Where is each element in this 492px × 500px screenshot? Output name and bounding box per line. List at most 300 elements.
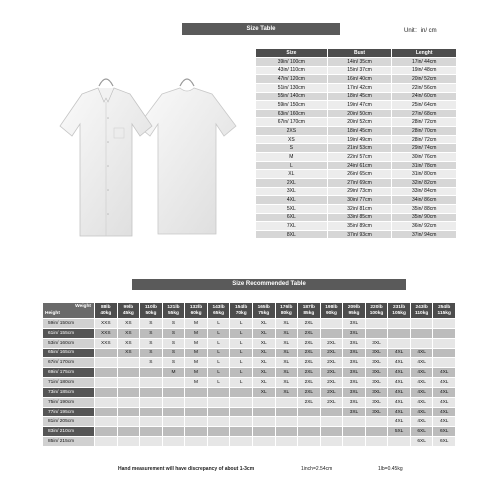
recommended-size-cell: L [207, 378, 230, 388]
size-row [256, 109, 457, 118]
recommended-size-cell: S [140, 328, 163, 338]
height-row [43, 348, 456, 358]
recommended-size-cell: 2XL [298, 348, 321, 358]
measurement-note: Hand measurement will have discrepancy of about 1-3cm [118, 466, 255, 472]
size-cell: 47in/ 120cm [256, 75, 328, 84]
height-row [43, 407, 456, 417]
recommended-size-cell [343, 427, 366, 437]
recommended-size-cell: 6XL [433, 437, 456, 447]
recommended-size-cell: 4XL [388, 358, 411, 368]
length-cell: 34in/ 86cm [392, 196, 457, 205]
height-cell: 67in/ 170cm [43, 358, 95, 368]
size-cell: 7XL [256, 222, 328, 231]
length-cell: 30in/ 76cm [392, 153, 457, 162]
height-row [43, 338, 456, 348]
bust-cell: 18in/ 45cm [327, 92, 392, 101]
recommended-size-cell [207, 437, 230, 447]
bust-cell: 35in/ 89cm [327, 222, 392, 231]
bust-cell: 22in/ 57cm [327, 153, 392, 162]
recommended-size-cell [298, 427, 321, 437]
recommended-size-cell [140, 368, 163, 378]
size-cell: 6XL [256, 213, 328, 222]
recommended-size-cell: L [230, 319, 253, 329]
size-row [256, 178, 457, 187]
recommended-size-cell: L [230, 358, 253, 368]
recommended-size-cell: L [207, 358, 230, 368]
recommended-size-cell: 3XL [343, 348, 366, 358]
length-cell: 24in/ 60cm [392, 92, 457, 101]
recommended-size-cell [95, 348, 118, 358]
size-cell: 43in/ 110cm [256, 66, 328, 75]
weight-height-corner [43, 303, 95, 319]
recommended-size-cell [207, 387, 230, 397]
recommended-size-cell: XL [275, 328, 298, 338]
recommended-size-cell: S [162, 338, 185, 348]
recommended-size-cell: 4XL [388, 348, 411, 358]
recommended-size-cell: L [230, 368, 253, 378]
recommended-size-cell [162, 397, 185, 407]
recommended-size-cell: 4XL [388, 368, 411, 378]
size-cell: 4XL [256, 196, 328, 205]
recommended-size-cell [117, 407, 140, 417]
recommended-size-cell [162, 427, 185, 437]
recommended-size-cell [117, 437, 140, 447]
recommended-size-cell [320, 417, 343, 427]
recommended-size-cell: XXS [95, 338, 118, 348]
bust-header: Bust [327, 49, 392, 58]
recommended-size-cell: 4XL [410, 358, 433, 368]
recommended-size-cell: 3XL [343, 328, 366, 338]
size-table-unit: Unit：in/ cm [404, 28, 437, 34]
recommended-size-cell: 2XL [320, 387, 343, 397]
weight-column-header: 143lb 65kg [207, 303, 230, 319]
size-row [256, 118, 457, 127]
recommended-size-cell: 3XL [365, 378, 388, 388]
recommended-size-cell: 4XL [410, 368, 433, 378]
size-row [256, 213, 457, 222]
size-row [256, 204, 457, 213]
recommended-size-cell [275, 407, 298, 417]
recommended-size-cell: L [207, 319, 230, 329]
recommended-size-cell [207, 407, 230, 417]
bust-cell: 15in/ 37cm [327, 66, 392, 75]
size-cell: XL [256, 170, 328, 179]
recommended-size-cell: 3XL [365, 348, 388, 358]
bust-cell: 37in/ 93cm [327, 230, 392, 239]
height-cell: 83in/ 210cm [43, 427, 95, 437]
size-cell: M [256, 153, 328, 162]
recommended-size-cell [117, 417, 140, 427]
recommended-size-cell: 2XL [298, 358, 321, 368]
recommended-size-cell [320, 328, 343, 338]
recommended-size-cell: 4XL [388, 397, 411, 407]
recommended-size-cell: 6XL [433, 427, 456, 437]
recommended-size-cell [95, 437, 118, 447]
recommended-size-cell: 2XL [320, 368, 343, 378]
recommended-size-cell [343, 437, 366, 447]
recommended-size-cell: XXS [95, 319, 118, 329]
bust-cell: 20in/ 50cm [327, 109, 392, 118]
recommended-size-cell [185, 387, 208, 397]
recommended-size-cell [275, 427, 298, 437]
recommended-size-cell [252, 397, 275, 407]
recommended-size-cell: L [207, 368, 230, 378]
recommended-size-cell [140, 437, 163, 447]
recommended-size-cell [275, 417, 298, 427]
recommended-size-cell: S [140, 338, 163, 348]
recommended-size-cell: XS [117, 328, 140, 338]
length-cell: 37in/ 94cm [392, 230, 457, 239]
height-cell: 81in/ 205cm [43, 417, 95, 427]
bust-cell: 18in/ 45cm [327, 127, 392, 136]
recommended-size-cell [185, 407, 208, 417]
height-cell: 65in/ 165cm [43, 348, 95, 358]
size-row [256, 58, 457, 67]
recommended-size-cell: L [230, 348, 253, 358]
recommended-size-cell [230, 417, 253, 427]
length-cell: 29in/ 74cm [392, 144, 457, 153]
recommended-size-cell: 2XL [298, 338, 321, 348]
length-cell: 22in/ 56cm [392, 83, 457, 92]
recommended-size-cell [117, 378, 140, 388]
recommended-size-cell [207, 417, 230, 427]
recommended-size-cell: XL [275, 358, 298, 368]
recommended-size-cell: S [162, 319, 185, 329]
weight-column-header: 176lb 80kg [275, 303, 298, 319]
height-row [43, 378, 456, 388]
weight-column-header: 121lb 55kg [162, 303, 185, 319]
length-cell: 19in/ 48cm [392, 66, 457, 75]
length-cell: 31in/ 78cm [392, 161, 457, 170]
recommended-size-cell: 3XL [343, 338, 366, 348]
recommended-size-cell: XS [117, 338, 140, 348]
height-cell: 59in/ 150cm [43, 319, 95, 329]
size-table [255, 48, 457, 239]
recommended-size-cell: 3XL [343, 407, 366, 417]
recommended-size-cell [388, 328, 411, 338]
recommended-size-cell [162, 417, 185, 427]
shirt-product-image [44, 68, 250, 248]
recommended-size-cell: XL [275, 338, 298, 348]
recommended-size-cell [207, 397, 230, 407]
recommended-size-cell: 6XL [410, 427, 433, 437]
height-cell: 77in/ 195cm [43, 407, 95, 417]
recommended-size-cell: 3XL [343, 378, 366, 388]
recommended-size-cell: 2XL [320, 358, 343, 368]
size-cell: 39in/ 100cm [256, 58, 328, 67]
recommended-size-cell [298, 407, 321, 417]
recommended-size-cell [433, 348, 456, 358]
bust-cell: 26in/ 65cm [327, 170, 392, 179]
recommended-size-cell: 3XL [343, 368, 366, 378]
recommended-size-cell [252, 427, 275, 437]
recommended-size-cell [365, 437, 388, 447]
recommended-size-cell: L [207, 338, 230, 348]
height-row [43, 319, 456, 329]
recommended-size-cell: XL [275, 319, 298, 329]
recommended-size-cell: 4XL [410, 387, 433, 397]
recommended-size-cell: 3XL [365, 387, 388, 397]
recommended-size-cell [140, 387, 163, 397]
size-row [256, 75, 457, 84]
recommended-size-cell [410, 338, 433, 348]
recommended-size-cell [433, 319, 456, 329]
recommended-size-cell [140, 407, 163, 417]
weight-column-header: 88lb 40kg [95, 303, 118, 319]
length-cell: 36in/ 92cm [392, 222, 457, 231]
bust-cell: 19in/ 47cm [327, 101, 392, 110]
recommended-size-cell [95, 417, 118, 427]
recommended-size-cell [433, 328, 456, 338]
height-label: Height [45, 311, 60, 316]
recommended-size-cell: 3XL [343, 397, 366, 407]
recommended-size-cell [410, 328, 433, 338]
recommended-size-cell [95, 427, 118, 437]
recommended-size-cell: XL [252, 368, 275, 378]
height-row [43, 397, 456, 407]
recommended-size-cell [185, 437, 208, 447]
recommended-size-cell [320, 407, 343, 417]
recommended-size-cell: 4XL [388, 407, 411, 417]
recommended-size-cell [185, 397, 208, 407]
recommended-size-cell [275, 437, 298, 447]
height-cell: 85in/ 215cm [43, 437, 95, 447]
recommended-size-cell: 3XL [343, 319, 366, 329]
recommended-size-cell: L [230, 378, 253, 388]
size-cell: 55in/ 140cm [256, 92, 328, 101]
shirt-back [138, 79, 236, 234]
recommended-size-cell [95, 387, 118, 397]
recommended-size-cell: XL [275, 368, 298, 378]
length-header: Lenght [392, 49, 457, 58]
recommended-size-cell [230, 427, 253, 437]
recommended-size-cell [298, 437, 321, 447]
recommended-size-cell: 3XL [365, 397, 388, 407]
recommended-size-cell [433, 338, 456, 348]
size-cell: 5XL [256, 204, 328, 213]
recommended-size-cell: 2XL [298, 397, 321, 407]
recommended-size-cell: XL [252, 328, 275, 338]
height-row [43, 427, 456, 437]
recommended-size-cell: 6XL [410, 437, 433, 447]
size-cell: 63in/ 160cm [256, 109, 328, 118]
recommended-size-cell [162, 387, 185, 397]
size-row [256, 101, 457, 110]
recommended-size-cell: S [140, 358, 163, 368]
recommended-size-cell: 2XL [298, 319, 321, 329]
recommended-size-cell: 4XL [433, 417, 456, 427]
recommended-size-cell [140, 427, 163, 437]
height-cell: 71in/ 180cm [43, 378, 95, 388]
recommended-size-cell: 4XL [433, 387, 456, 397]
recommended-size-cell: 2XL [320, 348, 343, 358]
size-table-title: Size Table [182, 23, 340, 35]
height-cell: 69in/ 175cm [43, 368, 95, 378]
length-cell: 35in/ 90cm [392, 213, 457, 222]
height-cell: 73in/ 185cm [43, 387, 95, 397]
recommended-size-cell: 2XL [298, 387, 321, 397]
length-cell: 27in/ 68cm [392, 109, 457, 118]
height-row [43, 437, 456, 447]
size-row [256, 127, 457, 136]
recommended-size-cell [140, 397, 163, 407]
size-cell: 8XL [256, 230, 328, 239]
recommended-size-cell: 4XL [388, 378, 411, 388]
bust-cell: 20in/ 52cm [327, 118, 392, 127]
recommended-size-cell: S [140, 348, 163, 358]
length-cell: 33in/ 84cm [392, 187, 457, 196]
recommended-size-cell [230, 397, 253, 407]
size-row [256, 153, 457, 162]
weight-column-header: 110lb 50kg [140, 303, 163, 319]
recommended-size-cell: 2XL [320, 378, 343, 388]
recommended-size-cell [365, 427, 388, 437]
bust-cell: 33in/ 85cm [327, 213, 392, 222]
recommended-size-cell [320, 319, 343, 329]
weight-column-header: 209lb 95kg [343, 303, 366, 319]
length-cell: 17in/ 44cm [392, 58, 457, 67]
size-cell: 2XL [256, 178, 328, 187]
recommended-size-cell: 3XL [365, 358, 388, 368]
recommended-size-cell: XS [117, 319, 140, 329]
recommended-size-cell: 4XL [433, 397, 456, 407]
height-row [43, 387, 456, 397]
recommended-size-cell: M [185, 358, 208, 368]
size-cell: L [256, 161, 328, 170]
recommended-size-cell: L [230, 328, 253, 338]
recommended-size-cell [117, 397, 140, 407]
height-cell: 61in/ 155cm [43, 328, 95, 338]
size-cell: 51in/ 130cm [256, 83, 328, 92]
recommended-size-cell: L [207, 348, 230, 358]
height-cell: 53in/ 160cm [43, 338, 95, 348]
recommended-size-table [42, 302, 456, 447]
recommended-size-cell: M [185, 338, 208, 348]
recommended-size-cell: 4XL [433, 368, 456, 378]
size-row [256, 135, 457, 144]
recommended-size-cell [140, 417, 163, 427]
recommended-size-cell [433, 358, 456, 368]
bust-cell: 24in/ 61cm [327, 161, 392, 170]
recommended-size-cell [95, 368, 118, 378]
recommended-size-cell: M [185, 378, 208, 388]
recommended-size-cell: 4XL [410, 417, 433, 427]
recommended-size-cell: 4XL [410, 407, 433, 417]
bust-cell: 21in/ 53cm [327, 144, 392, 153]
recommended-size-cell [95, 407, 118, 417]
recommended-size-cell [252, 417, 275, 427]
recommended-size-cell: XL [275, 348, 298, 358]
recommended-size-cell: 4XL [433, 378, 456, 388]
length-cell: 31in/ 80cm [392, 170, 457, 179]
recommended-size-cell: 3XL [365, 407, 388, 417]
bust-cell: 14in/ 35cm [327, 58, 392, 67]
bust-cell: 19in/ 49cm [327, 135, 392, 144]
recommended-size-cell [117, 358, 140, 368]
inch-conversion: 1inch=2.54cm [301, 466, 333, 472]
height-row [43, 368, 456, 378]
recommended-size-cell: 4XL [388, 417, 411, 427]
size-row [256, 222, 457, 231]
recommended-size-cell: XL [275, 387, 298, 397]
weight-column-header: 231lb 105kg [388, 303, 411, 319]
length-cell: 28in/ 70cm [392, 127, 457, 136]
size-row [256, 92, 457, 101]
recommended-size-cell: S [162, 348, 185, 358]
recommended-size-cell [275, 397, 298, 407]
bust-cell: 16in/ 40cm [327, 75, 392, 84]
bust-cell: 27in/ 69cm [327, 178, 392, 187]
recommended-size-cell: 4XL [433, 407, 456, 417]
recommended-size-cell [298, 417, 321, 427]
weight-column-header: 165lb 75kg [252, 303, 275, 319]
size-row [256, 230, 457, 239]
recommended-size-cell [388, 338, 411, 348]
recommended-size-cell [95, 378, 118, 388]
recommended-size-cell [410, 319, 433, 329]
recommended-size-cell [117, 387, 140, 397]
recommended-size-cell: 2XL [298, 328, 321, 338]
size-cell: S [256, 144, 328, 153]
weight-column-header: 154lb 70kg [230, 303, 253, 319]
recommended-size-cell [162, 378, 185, 388]
recommended-size-cell: 3XL [343, 358, 366, 368]
bust-cell: 17in/ 42cm [327, 83, 392, 92]
weight-column-header: 243lb 110kg [410, 303, 433, 319]
recommended-size-cell [207, 427, 230, 437]
recommended-size-cell: XL [252, 348, 275, 358]
length-cell: 35in/ 88cm [392, 204, 457, 213]
recommended-size-cell: 2XL [320, 397, 343, 407]
recommended-size-cell: 2XL [298, 378, 321, 388]
recommended-size-cell: 4XL [388, 387, 411, 397]
size-cell: 2XS [256, 127, 328, 136]
weight-column-header: 220lb 100kg [365, 303, 388, 319]
recommended-size-cell [185, 417, 208, 427]
recommended-size-cell [365, 328, 388, 338]
recommended-size-cell: 4XL [410, 348, 433, 358]
size-row [256, 196, 457, 205]
size-row [256, 144, 457, 153]
bust-cell: 30in/ 77cm [327, 196, 392, 205]
size-cell: 3XL [256, 187, 328, 196]
recommended-size-cell: 4XL [410, 378, 433, 388]
recommended-size-cell [365, 417, 388, 427]
recommended-size-cell: XL [252, 338, 275, 348]
recommended-size-cell: XL [275, 378, 298, 388]
recommended-size-cell [388, 437, 411, 447]
recommended-size-cell [343, 417, 366, 427]
recommended-size-cell [95, 397, 118, 407]
recommended-size-cell: 4XL [410, 397, 433, 407]
recommended-size-cell: S [162, 358, 185, 368]
recommended-size-cell: XL [252, 378, 275, 388]
recommended-size-cell [252, 437, 275, 447]
recommended-size-cell: 3XL [365, 368, 388, 378]
length-cell: 28in/ 72cm [392, 135, 457, 144]
recommended-size-cell [95, 358, 118, 368]
height-row [43, 358, 456, 368]
weight-column-header: 132lb 60kg [185, 303, 208, 319]
size-row [256, 187, 457, 196]
length-cell: 28in/ 72cm [392, 118, 457, 127]
length-cell: 25in/ 64cm [392, 101, 457, 110]
height-row [43, 417, 456, 427]
weight-column-header: 254lb 115kg [433, 303, 456, 319]
recommended-size-cell [185, 427, 208, 437]
recommended-size-cell [162, 437, 185, 447]
recommended-size-cell: S [140, 319, 163, 329]
